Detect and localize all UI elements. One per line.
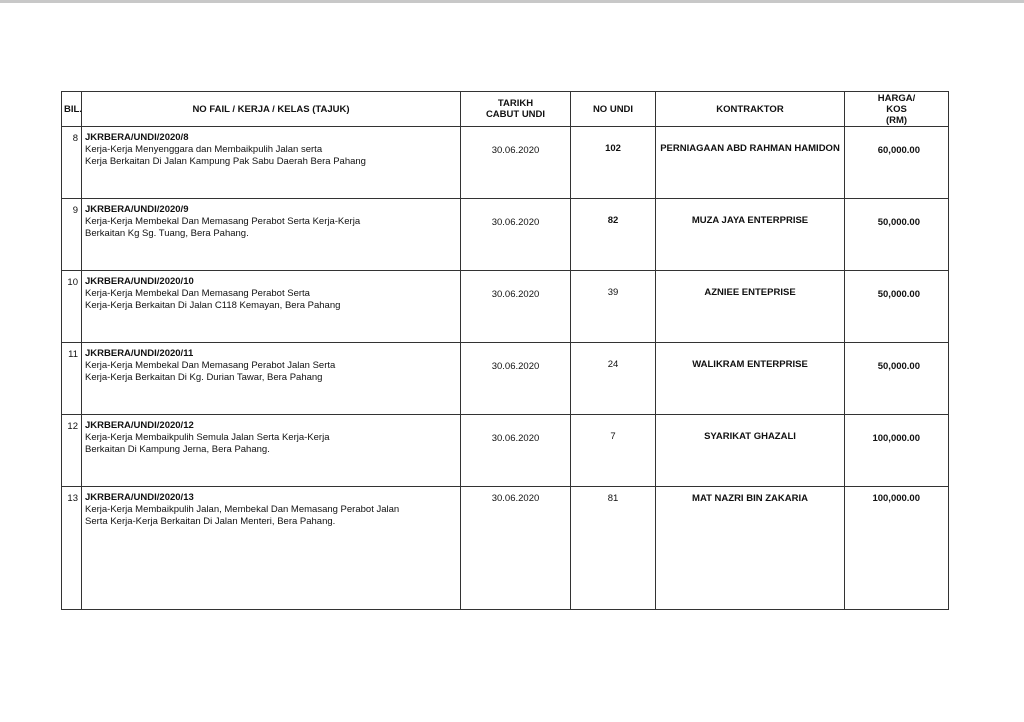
row-kontraktor: MUZA JAYA ENTERPRISE — [656, 199, 845, 271]
row-title-line2: Kerja-Kerja Berkaitan Di Jalan C118 Kemayan, Bera Pahang — [85, 300, 341, 311]
row-no-undi: 102 — [571, 127, 656, 199]
row-no-undi: 81 — [571, 487, 656, 610]
row-bil: 8 — [62, 127, 82, 199]
header-harga-line3: (RM) — [885, 114, 908, 126]
tender-results-table — [61, 91, 949, 610]
row-description — [82, 487, 461, 610]
table-row — [62, 199, 949, 271]
row-title-line2: Berkaitan Kg Sg. Tuang, Bera Pahang. — [85, 228, 249, 239]
row-harga: 50,000.00 — [845, 343, 949, 415]
row-no-undi: 82 — [571, 199, 656, 271]
header-harga-line2: KOS — [886, 103, 907, 115]
row-tarikh: 30.06.2020 — [461, 343, 571, 415]
row-bil: 11 — [62, 343, 82, 415]
row-tarikh: 30.06.2020 — [461, 271, 571, 343]
row-tarikh: 30.06.2020 — [461, 199, 571, 271]
row-no-undi: 7 — [571, 415, 656, 487]
row-tarikh: 30.06.2020 — [461, 487, 571, 610]
header-kontraktor: KONTRAKTOR — [656, 92, 845, 127]
table-row — [62, 127, 949, 199]
row-kontraktor: WALIKRAM ENTERPRISE — [656, 343, 845, 415]
header-harga — [845, 92, 949, 127]
row-harga: 100,000.00 — [845, 487, 949, 610]
row-title-line2: Serta Kerja-Kerja Berkaitan Di Jalan Menteri, Bera Pahang. — [85, 516, 336, 527]
row-kontraktor: AZNIEE ENTEPRISE — [656, 271, 845, 343]
row-title-line2: Kerja-Kerja Berkaitan Di Kg. Durian Tawar, Bera Pahang — [85, 372, 323, 383]
row-title-line1: Kerja-Kerja Membaikpulih Semula Jalan Serta Kerja-Kerja — [85, 432, 330, 443]
row-tarikh: 30.06.2020 — [461, 127, 571, 199]
row-kontraktor: MAT NAZRI BIN ZAKARIA — [656, 487, 845, 610]
row-bil: 9 — [62, 199, 82, 271]
row-file-ref: JKRBERA/UNDI/2020/12 — [85, 420, 194, 431]
header-tarikh-line1: TARIKH — [497, 98, 534, 109]
row-harga: 100,000.00 — [845, 415, 949, 487]
row-file-ref: JKRBERA/UNDI/2020/9 — [85, 204, 189, 215]
header-tarikh-line2: CABUT UNDI — [485, 109, 546, 120]
table-row — [62, 271, 949, 343]
table-row — [62, 415, 949, 487]
row-harga: 60,000.00 — [845, 127, 949, 199]
row-bil: 10 — [62, 271, 82, 343]
header-tarikh — [461, 92, 571, 127]
row-tarikh: 30.06.2020 — [461, 415, 571, 487]
scan-top-edge — [0, 0, 1024, 3]
row-description — [82, 415, 461, 487]
row-file-ref: JKRBERA/UNDI/2020/8 — [85, 132, 189, 143]
row-file-ref: JKRBERA/UNDI/2020/11 — [85, 348, 194, 359]
row-title-line1: Kerja-Kerja Membekal Dan Memasang Perabot Serta Kerja-Kerja — [85, 216, 361, 227]
row-harga: 50,000.00 — [845, 271, 949, 343]
row-kontraktor: PERNIAGAAN ABD RAHMAN HAMIDON — [656, 127, 845, 199]
table-row — [62, 343, 949, 415]
row-bil: 12 — [62, 415, 82, 487]
header-no-fail: NO FAIL / KERJA / KELAS (TAJUK) — [82, 92, 461, 127]
row-title-line1: Kerja-Kerja Menyenggara dan Membaikpulih Jalan serta — [85, 144, 323, 155]
row-file-ref: JKRBERA/UNDI/2020/13 — [85, 492, 194, 503]
header-no-undi: NO UNDI — [571, 92, 656, 127]
row-title-line1: Kerja-Kerja Membekal Dan Memasang Perabot Serta — [85, 288, 310, 299]
row-harga: 50,000.00 — [845, 199, 949, 271]
table-row — [62, 487, 949, 610]
row-title-line2: Kerja Berkaitan Di Jalan Kampung Pak Sabu Daerah Bera Pahang — [85, 156, 366, 167]
table-header-row — [62, 92, 949, 127]
row-title-line1: Kerja-Kerja Membekal Dan Memasang Perabot Jalan Serta — [85, 360, 336, 371]
row-no-undi: 24 — [571, 343, 656, 415]
row-title-line1: Kerja-Kerja Membaikpulih Jalan, Membekal Dan Memasang Perabot Jalan — [85, 504, 400, 515]
row-title-line2: Berkaitan Di Kampung Jerna, Bera Pahang. — [85, 444, 270, 455]
row-no-undi: 39 — [571, 271, 656, 343]
row-description — [82, 199, 461, 271]
row-description — [82, 127, 461, 199]
row-description — [82, 343, 461, 415]
row-description — [82, 271, 461, 343]
row-bil: 13 — [62, 487, 82, 610]
tender-results-sheet — [61, 91, 948, 608]
row-kontraktor: SYARIKAT GHAZALI — [656, 415, 845, 487]
header-bil: BIL. — [62, 92, 82, 127]
row-file-ref: JKRBERA/UNDI/2020/10 — [85, 276, 194, 287]
header-harga-line1: HARGA/ — [877, 92, 916, 104]
